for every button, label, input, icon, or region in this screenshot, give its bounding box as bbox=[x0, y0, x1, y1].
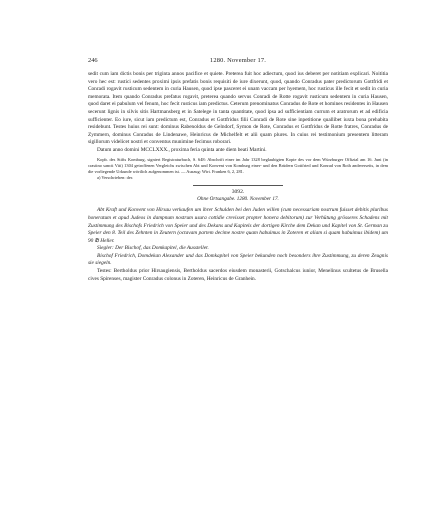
siegler-line: Siegler: Der Bischof, das Domkapitel, die Aussteller. bbox=[97, 245, 209, 252]
bishop-paragraph: Bischof Friedrich, Domdekan Alexander und das Domkapitel von Speier bekunden noch besonders ihre Zustimmung, zu deren Zeugnis sie siegeln. bbox=[88, 252, 388, 267]
source-note: Kopb. des Stifts Komburg, signiert Registraturbuch, S. 648: Abschrift einer im Jahr 1328 beglaubigten Kopie des vor dem Würzburger Offizial am 16. Juni (in crastino sancti Viti) 1304 getroffenen Vergleichs zwischen Abt und Konvent von Komburg einer- und den Brüdern Gottfried und Konrad von Roth andererseits, in dem die vorliegende Urkunde wörtlich aufgenommen ist. — Auszug: Wirt. Franken 6, 2, 281. bbox=[88, 156, 388, 174]
regest-paragraph: Abt Kraft und Konvent von Hirsau verkaufen um ihrer Schulden bei den Juden willen (cum necessariam nostrum fuisset debitis pluribus honeratum et apud Judeos in dampnum nostrum usura cottidie crevisset propter honera debitorum) zur Verhütung grösseres Schadens mit Zustimmung des Bischofs Friedrich von Speier und des Dekans und Kapitels der dortigen Kirche dem Dekan und Kapitel von St. German zu Speier den 8. Teil des Zehnten in Zeutern (octavam partem decime nostre quam habuimus in Zoteren et aliam si quam habuimus ibidem) um 90 ℔ Heller. bbox=[88, 207, 388, 244]
variant-note: a) Verschrieben: der. bbox=[97, 174, 134, 180]
document-number: 3092. bbox=[231, 188, 245, 195]
main-text bbox=[88, 71, 388, 155]
testes-paragraph: Testes: Bertholdus prior Hirsaugiensis, Bertholdus sacerdos eiusdem monasterii, Gotschalcus iunior, Menelinus scultetus de Brusella cives Spirenses, magister Conradus colonus in Zoteren, Heinricus de Granhein. bbox=[88, 268, 388, 282]
section-divider bbox=[193, 185, 283, 186]
dated-line: Datum anno domini MCCLXXX., proxima feria quinta ante diem beati Martini. bbox=[97, 146, 267, 153]
main-paragraph: sedit cum iam dictis bonis per triginta annos pacifice et quiete. Preterea fuit hoc adiectum, quod ius deberet per notitiam explicari. Noititia vero hec est: rustici sedentes proximi ipsis prefatis bonis requisiti de iure dixerunt, quod, quando Conradus pater predictorum Gottfridi et Conradi rogavit rusticum sedentem in curia Hausen, quod ipse pasceret ei unam vaccam per hyemem, hoc rusticus ille fecit et sedit in curia memorata. Item quando Conradus prefatus rogavit, preterea quando servus Conradi de Rotte rogavit rusticum sedentem in curia Hausen, quod daret ei pabulum vel fenum, hoc fecit rusticus iam predictus. Ceterum prenominatus Conradus de Rote et homines residentes in Hausen secerunt lignis in silvis sitis Hartmansberg et in Satelege in tanta quantitate, quod ipsa ad sufficientiam currum et aratrorum et ad edificia sufficienter. Eo iure, sicut iam predictum est, Conradus et Gottfridus filii Conradi de Rote sine inpetitione quallibet iuxta bona prehabita residebunt. Testes huius rei sunt: dominus Rabenoldus de Gelndorf, Symon de Rote, Conradus et Gottfridus de Rotte fratres, Conradus de Zymmern, dominus Conradus de Lindenawe, Heinricus de Michelfelt et alii quam plures. In cuius rei testimonium presentem litteram sigillorum videlicet nostri et conventus munimine fecimus roborari. bbox=[88, 71, 388, 146]
document-place-date: Ohne Ortsangabe. 1280. November 17. bbox=[197, 195, 279, 202]
footnotes bbox=[88, 157, 388, 181]
running-title: 1280. November 17. bbox=[209, 57, 267, 64]
page-header bbox=[88, 57, 388, 67]
document-page bbox=[88, 57, 388, 283]
document-body bbox=[88, 207, 388, 283]
page-number: 246 bbox=[88, 57, 98, 64]
